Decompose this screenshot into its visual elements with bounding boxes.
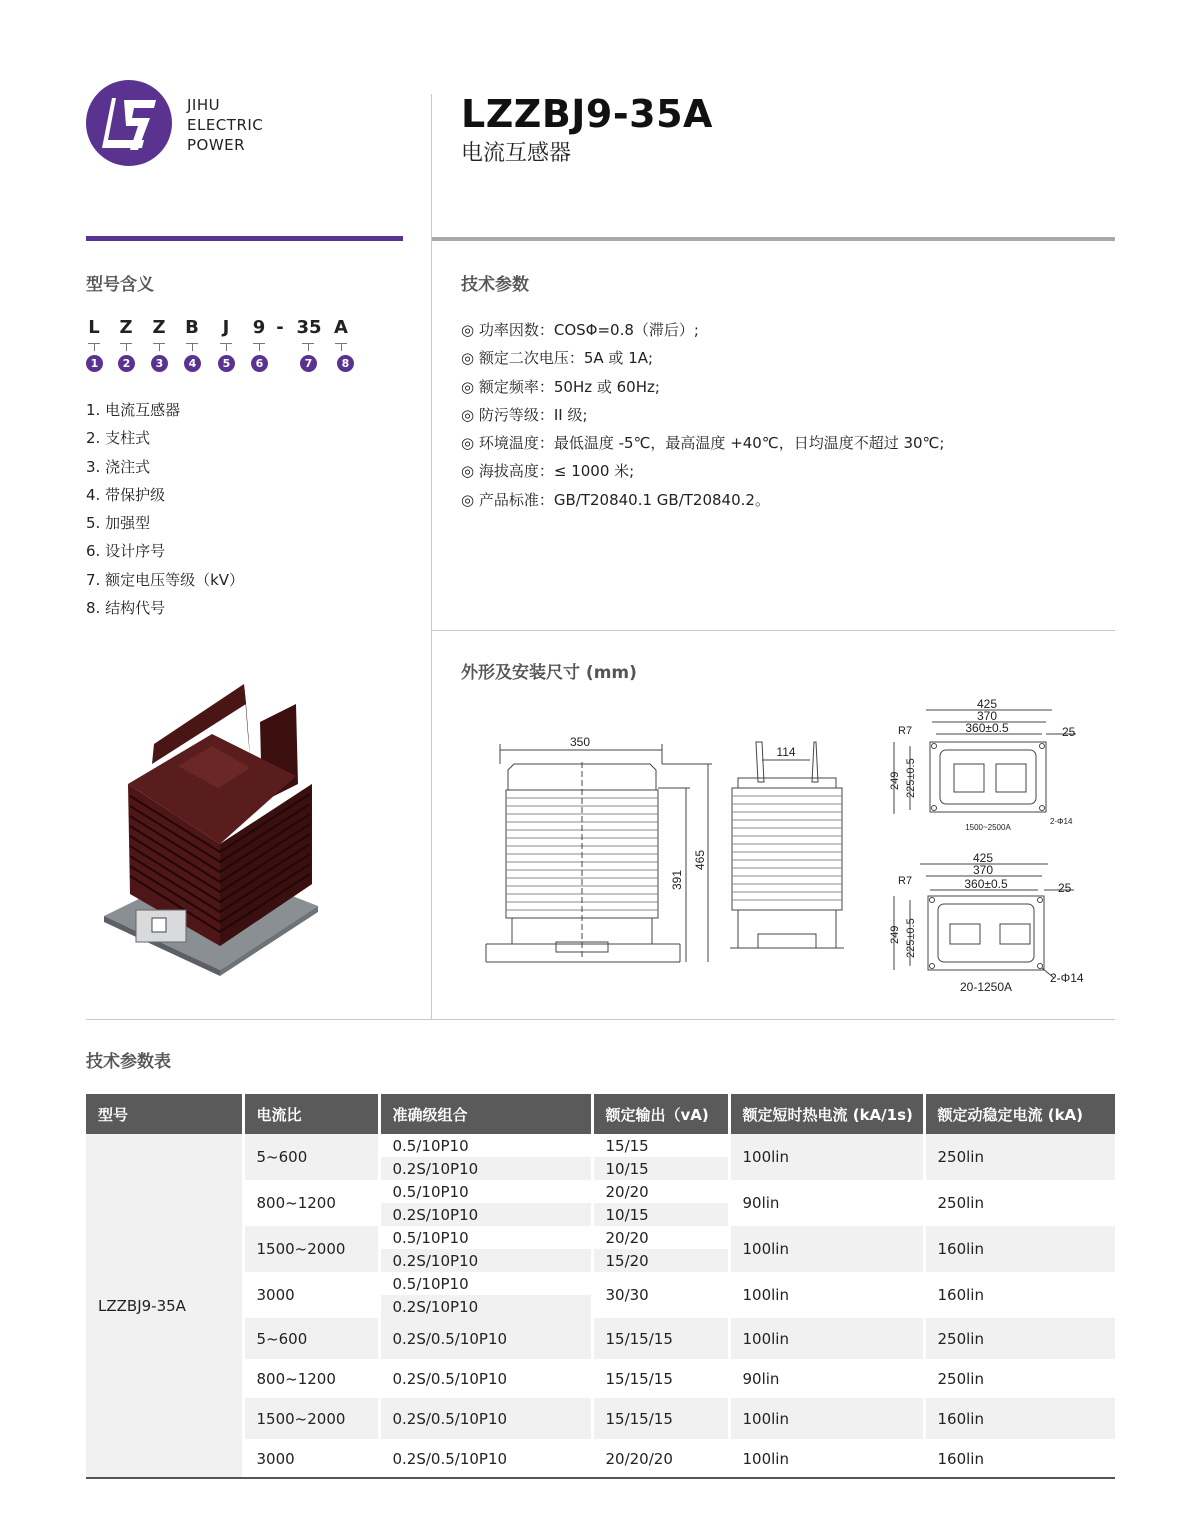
code-letter: J: [222, 317, 230, 338]
table-header-row: [86, 1094, 1115, 1134]
plan1-edge: 25: [1062, 725, 1076, 739]
jihu-logo: [86, 80, 172, 166]
column-header: 额定短时热电流 (kA/1s): [729, 1094, 924, 1134]
dimension-drawings: [480, 690, 1084, 1000]
plan1-label: 1500~2500A: [965, 823, 1011, 832]
list-item: 4. 带保护级: [86, 485, 166, 504]
brand-line-2: ELECTRIC: [187, 116, 264, 134]
code-letter: B: [185, 317, 199, 338]
list-item: 3. 浇注式: [86, 457, 151, 476]
ratio-cell: 5~600: [243, 1318, 379, 1359]
output-cell: 30/30: [592, 1272, 729, 1318]
ratio-cell: 800~1200: [243, 1359, 379, 1398]
product-name: 电流互感器: [461, 141, 572, 166]
dynamic-cell: 250lin: [924, 1318, 1115, 1359]
list-item: 1. 电流互感器: [86, 401, 181, 419]
brand-line-1: JIHU: [187, 96, 221, 114]
spec-table-heading: 技术参数表: [86, 1052, 171, 1072]
plan2-height-1: 249: [889, 925, 901, 944]
front-width-label: 350: [569, 735, 591, 749]
accent-bar: [86, 236, 403, 241]
code-letter: L: [88, 317, 100, 338]
front-height-2: 465: [693, 849, 707, 870]
accuracy-cell: 0.5/10P10: [379, 1272, 592, 1295]
output-cell: 15/15/15: [592, 1359, 729, 1398]
code-letter: 9: [252, 317, 266, 338]
code-number-badge: 8: [337, 355, 354, 372]
thermal-cell: 100lin: [729, 1318, 924, 1359]
param-item: ◎ 防污等级：II 级;: [461, 405, 588, 424]
column-header: 准确级组合: [379, 1094, 592, 1134]
plan2-radius: R7: [898, 875, 913, 887]
accuracy-cell: 0.2S/10P10: [379, 1249, 592, 1272]
code-letter: A: [334, 317, 348, 338]
output-cell: 10/15: [592, 1157, 729, 1180]
model-cell: LZZBJ9-35A: [86, 1134, 243, 1478]
accuracy-cell: 0.5/10P10: [379, 1180, 592, 1203]
dynamic-cell: 250lin: [924, 1180, 1115, 1226]
dynamic-cell: 250lin: [924, 1134, 1115, 1180]
param-item: ◎ 额定二次电压：5A 或 1A;: [461, 349, 654, 368]
code-number-badge: 7: [300, 355, 317, 372]
plan2-hole: 2-Φ14: [1050, 971, 1084, 985]
accuracy-cell: 0.2S/0.5/10P10: [379, 1359, 592, 1398]
table-bottom-rule: [86, 1477, 1115, 1479]
ratio-cell: 1500~2000: [243, 1398, 379, 1439]
plan2-height-2: 225±0.5: [905, 918, 917, 958]
code-letter: Z: [119, 317, 133, 338]
output-cell: 15/15/15: [592, 1398, 729, 1439]
grey-bar: [432, 237, 1115, 241]
plan1-radius: R7: [898, 725, 913, 737]
plan1-width-1: 425: [976, 697, 998, 711]
side-width-label: 114: [776, 745, 796, 759]
param-item: ◎ 海拔高度：≤ 1000 米;: [461, 462, 635, 481]
plan1-width-2: 370: [976, 709, 998, 723]
thermal-cell: 90lin: [729, 1359, 924, 1398]
output-cell: 20/20/20: [592, 1439, 729, 1478]
ratio-cell: 3000: [243, 1272, 379, 1318]
table-row: [86, 1134, 1115, 1157]
dimensions-heading: 外形及安装尺寸 (mm): [461, 663, 637, 683]
thermal-cell: 90lin: [729, 1180, 924, 1226]
accuracy-cell: 0.2S/0.5/10P10: [379, 1398, 592, 1439]
param-item: ◎ 环境温度：最低温度 -5℃，最高温度 +40℃，日均温度不超过 30℃;: [461, 434, 945, 453]
product-photo: [100, 684, 322, 974]
tech-params-heading: 技术参数: [461, 275, 529, 295]
plan1-width-3: 360±0.5: [965, 721, 1009, 735]
plan2-label: 20-1250A: [959, 980, 1013, 994]
accuracy-cell: 0.2S/10P10: [379, 1203, 592, 1226]
output-cell: 20/20: [592, 1226, 729, 1249]
param-item: ◎ 额定频率：50Hz 或 60Hz;: [461, 377, 660, 396]
vertical-divider: [431, 94, 432, 1020]
accuracy-cell: 0.2S/0.5/10P10: [379, 1318, 592, 1359]
dynamic-cell: 160lin: [924, 1226, 1115, 1272]
param-item: ◎ 功率因数：COSΦ=0.8（滞后）;: [461, 321, 699, 339]
code-letter: 35: [296, 317, 322, 338]
list-item: 2. 支柱式: [86, 429, 151, 448]
accuracy-cell: 0.2S/10P10: [379, 1157, 592, 1180]
accuracy-cell: 0.2S/0.5/10P10: [379, 1439, 592, 1478]
column-header: 电流比: [243, 1094, 379, 1134]
thermal-cell: 100lin: [729, 1272, 924, 1318]
accuracy-cell: 0.5/10P10: [379, 1134, 592, 1157]
product-model: LZZBJ9-35A: [461, 92, 713, 136]
dynamic-cell: 250lin: [924, 1359, 1115, 1398]
output-cell: 15/20: [592, 1249, 729, 1272]
list-item: 6. 设计序号: [86, 542, 166, 561]
front-height-1: 391: [670, 869, 684, 890]
section-divider: [86, 1019, 1115, 1020]
code-number-badge: 4: [184, 355, 201, 372]
plan1-height-2: 225±0.5: [905, 758, 917, 798]
code-number-badge: 2: [118, 355, 135, 372]
column-header: 型号: [86, 1094, 243, 1134]
thermal-cell: 100lin: [729, 1226, 924, 1272]
ratio-cell: 5~600: [243, 1134, 379, 1180]
thermal-cell: 100lin: [729, 1439, 924, 1478]
plan1-hole: 2-Φ14: [1050, 817, 1073, 826]
code-number-badge: 3: [151, 355, 168, 372]
plan2-width-3: 360±0.5: [964, 877, 1008, 891]
plan2-edge: 25: [1058, 881, 1072, 895]
accuracy-cell: 0.5/10P10: [379, 1226, 592, 1249]
output-cell: 15/15: [592, 1134, 729, 1157]
plan2-width-2: 370: [972, 863, 994, 877]
code-number-badge: 6: [251, 355, 268, 372]
list-item: 5. 加强型: [86, 514, 151, 533]
list-item: 8. 结构代号: [86, 599, 166, 618]
dynamic-cell: 160lin: [924, 1272, 1115, 1318]
param-item: ◎ 产品标准：GB/T20840.1 GB/T20840.2。: [461, 490, 770, 509]
section-divider: [432, 630, 1115, 631]
output-cell: 15/15/15: [592, 1318, 729, 1359]
output-cell: 20/20: [592, 1180, 729, 1203]
dynamic-cell: 160lin: [924, 1439, 1115, 1478]
thermal-cell: 100lin: [729, 1134, 924, 1180]
plan1-height-1: 249: [889, 771, 901, 790]
brand-name: [187, 95, 263, 155]
spec-table: [86, 1094, 1115, 1478]
output-cell: 10/15: [592, 1203, 729, 1226]
brand-line-3: POWER: [187, 136, 246, 154]
tech-params-list: [461, 316, 944, 514]
code-letter: -: [276, 317, 284, 338]
dynamic-cell: 160lin: [924, 1398, 1115, 1439]
ratio-cell: 3000: [243, 1439, 379, 1478]
code-number-badge: 1: [86, 355, 103, 372]
thermal-cell: 100lin: [729, 1398, 924, 1439]
plan2-width-1: 425: [972, 851, 994, 865]
model-meaning-heading: 型号含义: [86, 275, 154, 295]
accuracy-cell: 0.2S/10P10: [379, 1295, 592, 1318]
code-letter: Z: [152, 317, 166, 338]
code-number-badge: 5: [218, 355, 235, 372]
column-header: 额定输出（vA): [592, 1094, 729, 1134]
model-meaning-list: [86, 396, 244, 622]
list-item: 7. 额定电压等级（kV）: [86, 570, 245, 589]
ratio-cell: 800~1200: [243, 1180, 379, 1226]
column-header: 额定动稳定电流 (kA): [924, 1094, 1115, 1134]
ratio-cell: 1500~2000: [243, 1226, 379, 1272]
